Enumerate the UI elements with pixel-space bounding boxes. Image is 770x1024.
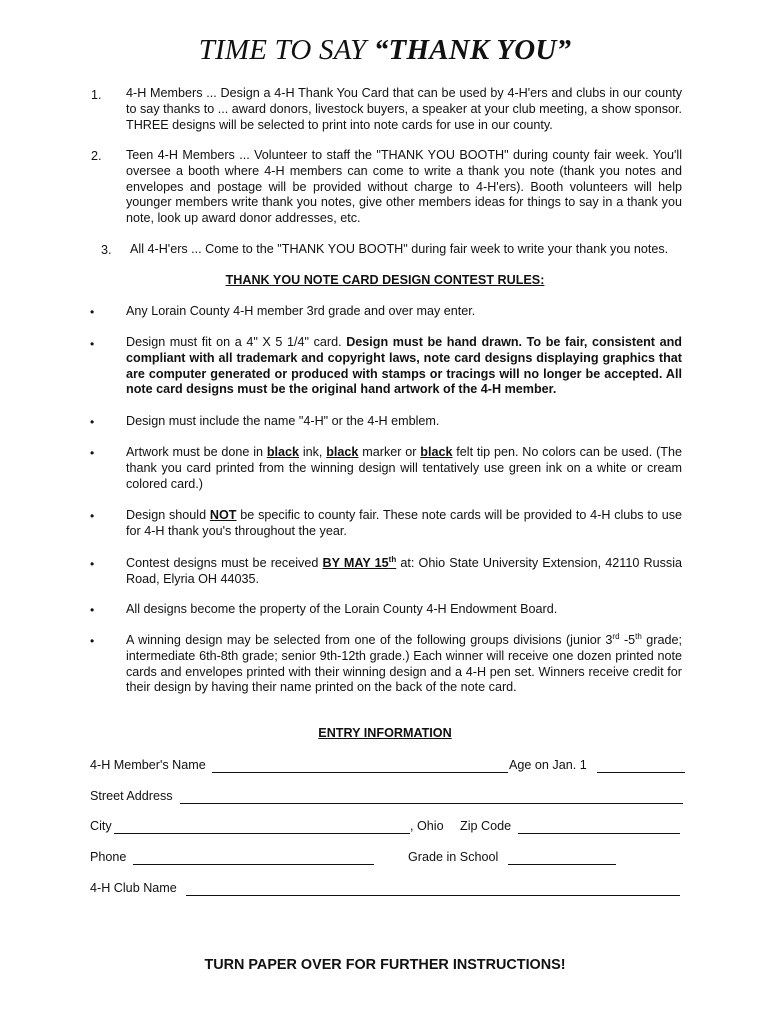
age-label: Age on Jan. 1 bbox=[509, 758, 587, 772]
rule-card-size bbox=[126, 335, 682, 398]
bullet-marker: • bbox=[90, 305, 95, 319]
rule-divisions bbox=[126, 633, 682, 696]
street-label: Street Address bbox=[90, 789, 173, 803]
item-number-1: 1. bbox=[91, 88, 102, 102]
black-emphasis: black bbox=[266, 445, 300, 459]
rule-emblem: Design must include the name "4-H" or the 4-H emblem. bbox=[126, 414, 440, 428]
rule-not-b: be specific to county fair. These note cards will be provided to 4-H clubs to use for 4-H thank you's throughout the year. bbox=[126, 508, 683, 538]
rule-black-ink bbox=[126, 445, 682, 492]
member-name-field[interactable] bbox=[212, 772, 508, 773]
zip-label: Zip Code bbox=[460, 819, 512, 833]
item-text-3: All 4-H'ers ... Come to the "THANK YOU BOOTH" during fair week to write your thank you notes. bbox=[130, 242, 669, 256]
bullet-marker: • bbox=[90, 337, 95, 351]
rule-deadline bbox=[126, 556, 682, 588]
title-prefix: TIME TO SAY bbox=[198, 34, 374, 66]
club-label: 4-H Club Name bbox=[90, 881, 177, 895]
rule-card-size-plain: Design must fit on a 4" X 5 1/4" card. bbox=[126, 335, 347, 349]
rule-black-ink-d: felt tip pen. No colors can be used. (The thank you card printed from the winning design will tentatively use green ink on a white or cream colored card.) bbox=[126, 445, 682, 491]
street-field[interactable] bbox=[180, 803, 683, 804]
entry-heading: ENTRY INFORMATION bbox=[318, 726, 452, 740]
city-label: City bbox=[90, 819, 112, 833]
not-emphasis: NOT bbox=[209, 508, 237, 522]
bullet-marker: • bbox=[90, 509, 95, 523]
rules-heading: THANK YOU NOTE CARD DESIGN CONTEST RULES: bbox=[225, 273, 545, 287]
footer-instructions: TURN PAPER OVER FOR FURTHER INSTRUCTIONS! bbox=[204, 957, 566, 973]
rule-divisions-c: grade; intermediate 6th-8th grade; senior 9th-12th grade.) Each winner will receive one dozen printed note cards and envelopes printed with their winning design and a 4-H pen set. Winners receive credit for their design by having their name printed on the back of the note card. bbox=[126, 633, 682, 695]
rule-divisions-a: A winning design may be selected from one of the following groups divisions (junior 3 bbox=[126, 633, 613, 647]
bullet-marker: • bbox=[90, 634, 95, 648]
state-label: , Ohio bbox=[410, 819, 444, 833]
rule-not-a: Design should bbox=[126, 508, 210, 522]
rule-hand-drawn: Design must be hand drawn. To be fair, consistent and compliant with all trademark and copyright laws, note card designs displaying graphics that are computer generated or produced with stamps or tracings will no longer be accepted. All note card designs must be the original hand artwork of the 4-H member. bbox=[126, 335, 682, 397]
rule-black-ink-a: Artwork must be done in bbox=[126, 445, 267, 459]
item-text-1: 4-H Members ... Design a 4-H Thank You Card that can be used by 4-H'ers and clubs in our county to say thanks to ... award donors, livestock buyers, a speaker at your club meeting, a show sponsor. THREE designs will be selected to print into note cards for use in our county. bbox=[126, 86, 682, 132]
item-number-3: 3. bbox=[101, 243, 112, 257]
rule-divisions-b: -5 bbox=[619, 633, 636, 647]
rule-black-ink-b: ink, bbox=[299, 445, 327, 459]
bullet-marker: • bbox=[90, 446, 95, 460]
rule-divisions-sup1: rd bbox=[612, 631, 620, 641]
member-name-label: 4-H Member's Name bbox=[90, 758, 206, 772]
grade-field[interactable] bbox=[508, 864, 616, 865]
rule-property: All designs become the property of the Lorain County 4-H Endowment Board. bbox=[126, 602, 558, 616]
bullet-marker: • bbox=[90, 603, 95, 617]
item-number-2: 2. bbox=[91, 149, 102, 163]
rule-eligibility: Any Lorain County 4-H member 3rd grade and over may enter. bbox=[126, 304, 476, 318]
rule-black-ink-c: marker or bbox=[358, 445, 421, 459]
item-text-2: Teen 4-H Members ... Volunteer to staff the "THANK YOU BOOTH" during county fair week. You'll oversee a booth where 4-H members can come to write a thank you note (thank you notes and envelopes and postage will be provided without charge to 4-H'ers). Booth volunteers will help younger members write thank you notes, give other members ideas for things to say in a thank you note, look up award donor addresses, etc. bbox=[126, 148, 682, 226]
phone-label: Phone bbox=[90, 850, 127, 864]
black-emphasis: black bbox=[420, 445, 453, 459]
deadline-date-sup: th bbox=[388, 554, 397, 564]
city-field[interactable] bbox=[114, 833, 410, 834]
deadline-date bbox=[322, 556, 396, 570]
rule-not-fair-specific bbox=[126, 508, 682, 540]
page-title bbox=[0, 34, 770, 67]
rule-divisions-sup2: th bbox=[635, 631, 642, 641]
grade-label: Grade in School bbox=[408, 850, 499, 864]
age-field[interactable] bbox=[597, 772, 685, 773]
club-field[interactable] bbox=[186, 895, 680, 896]
zip-field[interactable] bbox=[518, 833, 680, 834]
bullet-marker: • bbox=[90, 415, 95, 429]
title-emphasis: “THANK YOU” bbox=[373, 34, 572, 66]
rule-deadline-a: Contest designs must be received bbox=[126, 556, 323, 570]
rule-deadline-b: at: Ohio State University Extension, 42110 Russia Road, Elyria OH 44035. bbox=[126, 556, 682, 586]
deadline-date-text: BY MAY 15 bbox=[322, 556, 389, 570]
bullet-marker: • bbox=[90, 557, 95, 571]
phone-field[interactable] bbox=[133, 864, 374, 865]
black-emphasis: black bbox=[326, 445, 359, 459]
